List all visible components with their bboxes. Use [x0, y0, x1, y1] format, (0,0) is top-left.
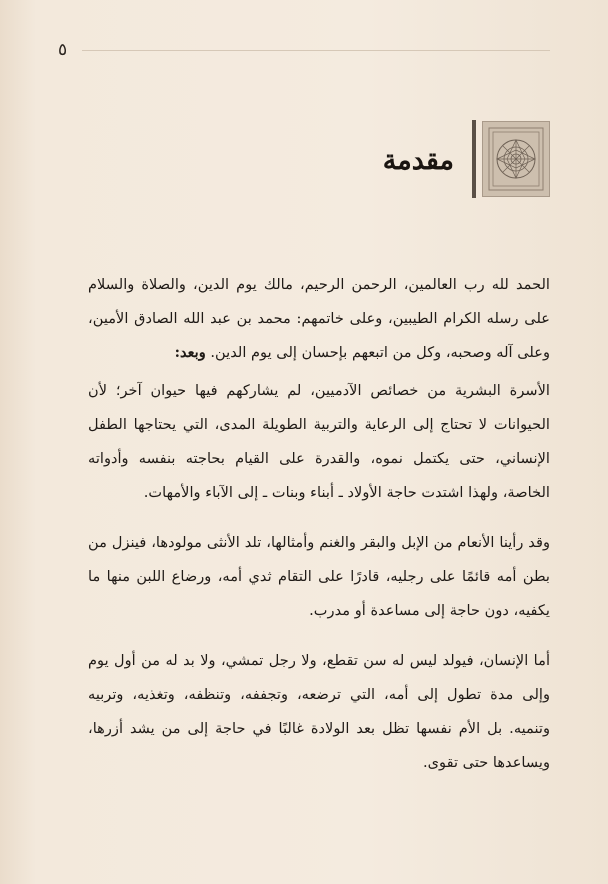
paragraph-2: الأسرة البشرية من خصائص الآدميين، لم يشاركهم فيها حيوان آخر؛ لأن الحيوانات لا تحتاج إلى الرعاية والتربية الطويلة المدى، التي يحتاجها الطفل الإنساني، حتى يكتمل نموه، والقدرة على القيام بحاجته بنفسه وأدواته الخاصة، ولهذا اشتدت حاجة الأولاد ـ أبناء وبنات ـ إلى الآباء والأمهات. [88, 382, 550, 501]
geometric-rosette-icon [482, 121, 550, 197]
chapter-heading [383, 120, 550, 198]
paragraph-1-text: الحمد لله رب العالمين، الرحمن الرحيم، مالك يوم الدين، والصلاة والسلام على رسله الكرام الطيبين، وعلى خاتمهم: محمد بن عبد الله الصادق الأمين، وعلى آله وصحبه، وكل من اتبعهم بإحسان إلى يوم الدين. [88, 276, 550, 361]
header-rule [82, 50, 550, 51]
rosette-svg [487, 126, 545, 192]
paragraph-3: وقد رأينا الأنعام من الإبل والبقر والغنم وأمثالها، تلد الأنثى مولودها، فينزل من بطن أمه قائمًا على رجليه، قادرًا على التقام ثدي أمه، ورضاع اللبن منها ما يكفيه، دون حاجة إلى مساعدة أو مدرب. [88, 534, 550, 619]
heading-bar [472, 120, 476, 198]
chapter-title: مقدمة [382, 144, 454, 176]
paragraph-4: أما الإنسان، فيولد ليس له سن تقطع، ولا رجل تمشي، ولا بد له من أول يوم وإلى مدة تطول إلى أمه، التي ترضعه، وتجففه، وتنظفه، وتغذيه، وتربيه وتنميه. بل الأم نفسها تظل بعد الولادة غالبًا في حاجة إلى من يشد أزرها، ويساعدها حتى تقوى. [88, 652, 550, 771]
paragraph-1 [88, 268, 550, 370]
page-number: ٥ [58, 40, 68, 60]
paragraph-1-emphasis: وبعد: [174, 344, 206, 361]
page-body [88, 268, 550, 780]
